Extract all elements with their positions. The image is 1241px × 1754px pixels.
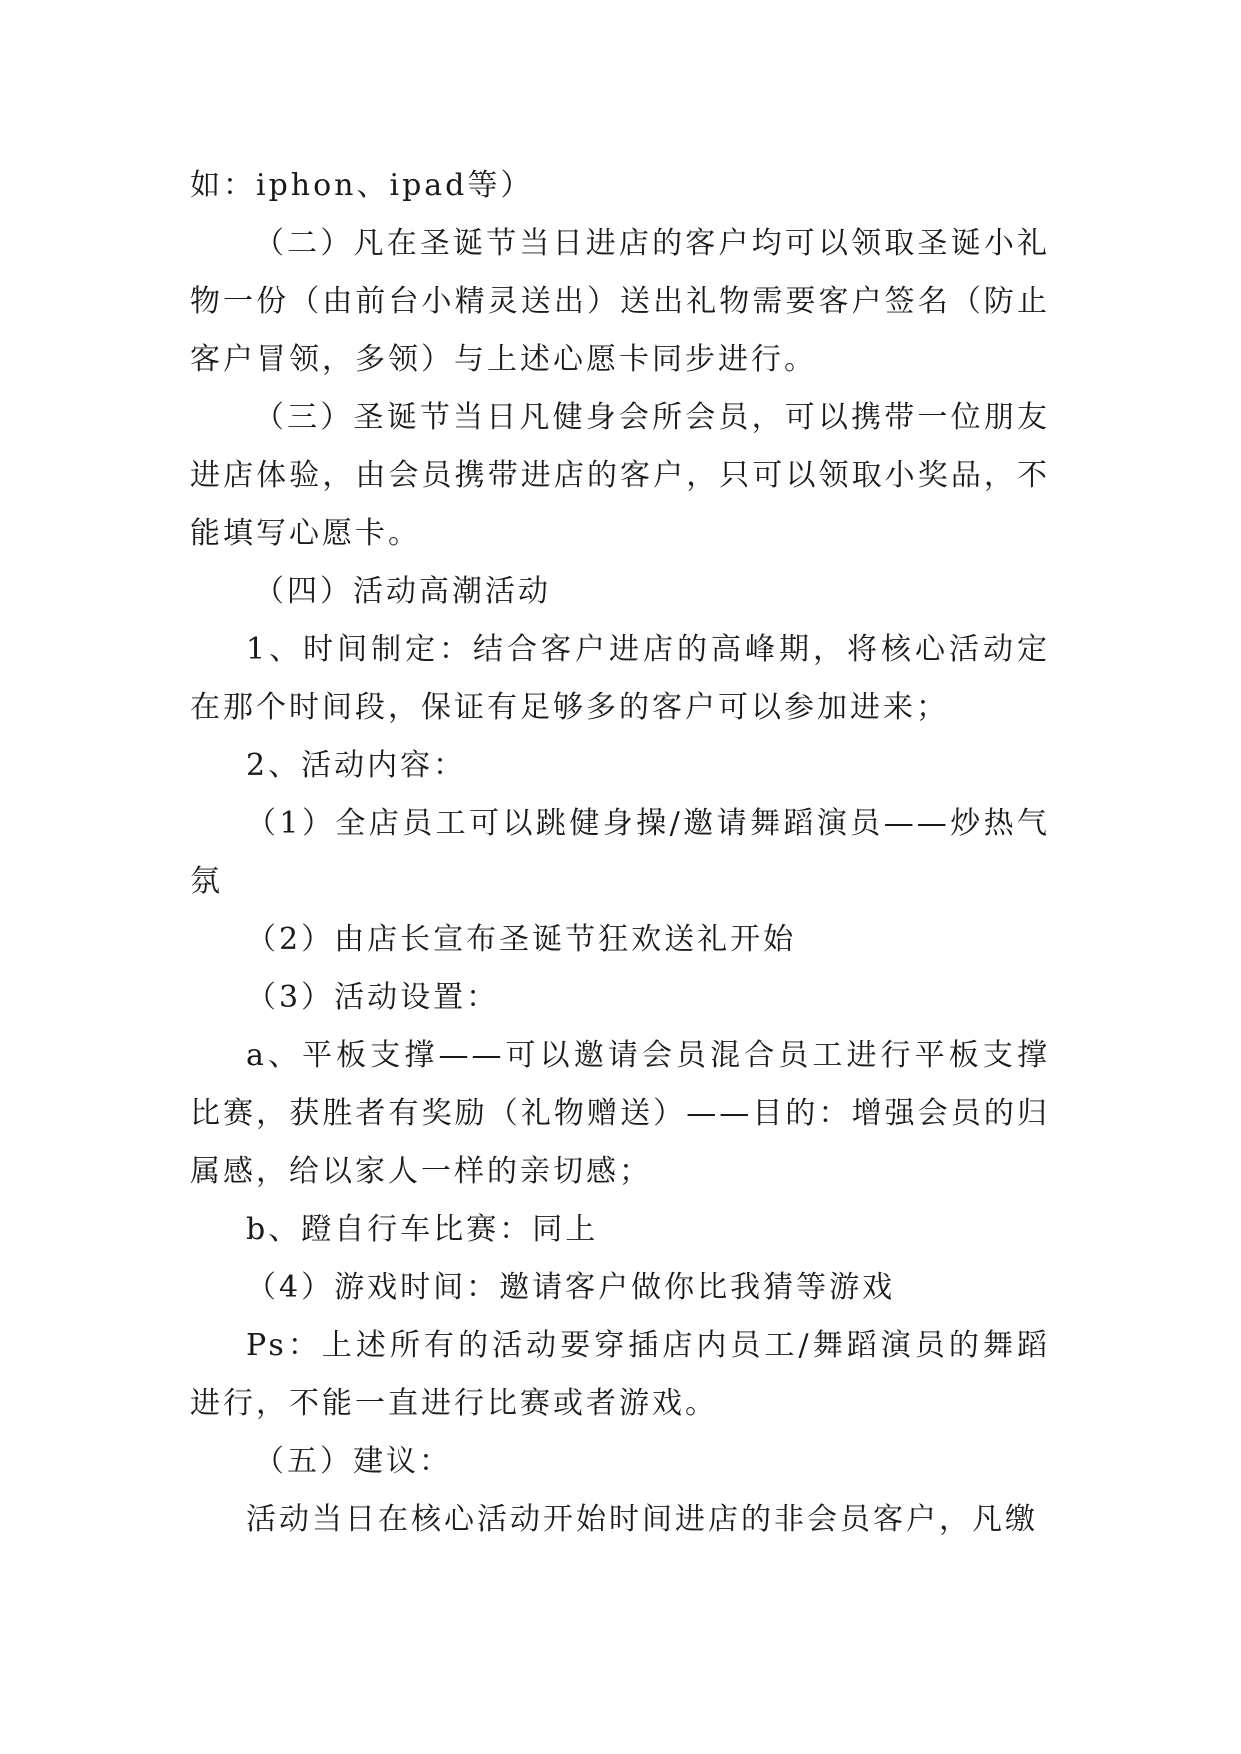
- paragraph-subitem-2: （2）由店长宣布圣诞节狂欢送礼开始: [246, 922, 797, 957]
- paragraph-subitem-1: （1）全店员工可以跳健身操/邀请舞蹈演员——炒热气氛: [190, 806, 1050, 899]
- paragraph-activity-b: b、蹬自行车比赛：同上: [246, 1212, 599, 1247]
- paragraph-subitem-3: （3）活动设置：: [246, 980, 500, 1015]
- paragraph-suggestion: 活动当日在核心活动开始时间进店的非会员客户，凡缴: [246, 1502, 1038, 1537]
- paragraph-section-2: （二）凡在圣诞节当日进店的客户均可以领取圣诞小礼物一份（由前台小精灵送出）送出礼物需要客户签名（防止客户冒领，多领）与上述心愿卡同步进行。: [190, 226, 1050, 377]
- paragraph-item-2: 2、活动内容：: [246, 748, 467, 783]
- paragraph-section-3: （三）圣诞节当日凡健身会所会员，可以携带一位朋友进店体验，由会员携带进店的客户，只可以领取小奖品，不能填写心愿卡。: [190, 400, 1050, 551]
- heading-section-4: （四）活动高潮活动: [254, 574, 551, 609]
- paragraph-continuation: 如：iphon、ipad等）: [190, 168, 534, 203]
- document-body: [190, 157, 1050, 1549]
- paragraph-ps-note: Ps：上述所有的活动要穿插店内员工/舞蹈演员的舞蹈进行，不能一直进行比赛或者游戏。: [190, 1328, 1050, 1421]
- paragraph-item-1: 1、时间制定：结合客户进店的高峰期，将核心活动定在那个时间段，保证有足够多的客户可以参加进来；: [190, 632, 1050, 725]
- paragraph-subitem-4: （4）游戏时间：邀请客户做你比我猜等游戏: [246, 1270, 896, 1305]
- paragraph-activity-a: a、平板支撑——可以邀请会员混合员工进行平板支撑比赛，获胜者有奖励（礼物赠送）——目的：增强会员的归属感，给以家人一样的亲切感；: [190, 1038, 1050, 1189]
- heading-section-5: （五）建议：: [254, 1444, 452, 1479]
